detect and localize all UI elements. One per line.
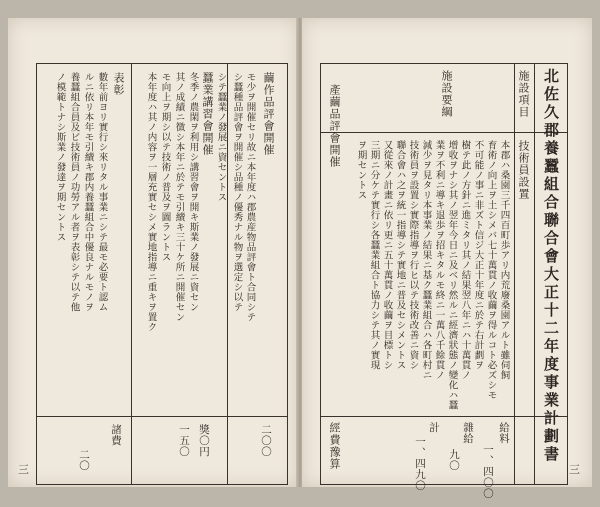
item1-line: 又從來ノ計畫ニ依リ更ニ五十萬貫ノ收繭ヲ目標トシ bbox=[381, 140, 393, 370]
item1-line: ヲ期セントス bbox=[355, 140, 367, 200]
item5-line: ノ模範トナシ斯業ノ發達ヲ期セントス bbox=[54, 72, 66, 242]
amount-divider bbox=[321, 416, 567, 417]
item-label-4: 蠶業講習會開催 bbox=[201, 72, 214, 156]
right-frame bbox=[320, 63, 568, 499]
amount-value: 獎〇円 bbox=[198, 424, 210, 457]
page-title: 北佐久郡養蠶組合聯合會大正十二年度事業計劃書 bbox=[542, 68, 560, 464]
header-amount: 經費豫算 bbox=[328, 422, 341, 470]
amount-value: 二〇 bbox=[78, 449, 90, 471]
left-page bbox=[8, 18, 298, 487]
item5-line: 數年前ヨリ實行シ來リタル事業ニシテ最モ必要ト認ム bbox=[96, 72, 108, 312]
column-rule bbox=[514, 64, 515, 484]
item5-line: ルニ依リ本年モ引續キ郡内養蠶組合中優良ナルモノヲ bbox=[82, 72, 94, 312]
amount-value: 一五〇 bbox=[178, 424, 190, 457]
item1-line: 本郡ハ桑園三千四百町歩アリ内荒廢桑園アルト雖伺飼 bbox=[498, 140, 510, 380]
item1-line: 增收ヲナシ其ノ翌年今日ニ及ベリ然ルニ經濟狀態ノ變化ハ蠶 bbox=[446, 140, 458, 410]
amount-divider bbox=[37, 416, 287, 417]
item-label-1: 技術員設置 bbox=[517, 140, 530, 200]
item4-line: 其ノ成績ニ徴シ本年ニ於テモ引續キ三十ケ所ニ開催セン bbox=[173, 72, 185, 322]
item1-line: 不可能ノ事ニ非ズト信ジ大正十年度ニ於テ右計劃ヲ bbox=[472, 140, 484, 370]
header-divider bbox=[321, 132, 567, 133]
header-items: 施設項目 bbox=[517, 70, 530, 118]
item4-line: 冬季ノ農閑ヲ利用シ講習會ヲ開キ斯業ノ發展ニ資セン bbox=[187, 72, 199, 312]
item3-line: モ少ヲ開催セリ故ニ本年度ハ郡農産物品評會ト合同シテ bbox=[244, 72, 256, 322]
column-rule bbox=[534, 64, 535, 484]
item3-line: シテ蠶業ノ發展ニ資セントス bbox=[215, 72, 227, 202]
amount-value: 九〇 bbox=[448, 449, 460, 471]
right-page bbox=[302, 18, 592, 499]
amount-label: 雜給 bbox=[462, 422, 474, 444]
column-rule bbox=[131, 64, 132, 484]
item3-line: シ蠶種品評會ヲ開催シ品種ノ優秀ナル物ヲ選定シ以テ bbox=[231, 72, 243, 312]
header-content: 施設要綱 bbox=[440, 70, 453, 118]
amount-label: 計 bbox=[428, 422, 440, 433]
item-label-5: 表彰 bbox=[112, 72, 125, 96]
item5-line: 養蠶組合員及ビ技術員ノ功勞アル者ヲ表彰シテ以テ他 bbox=[68, 72, 80, 312]
item1-line: 減少ヲ見タリ本事業ノ結果ニ基ク蠶業組合ハ各町村ニ bbox=[420, 140, 432, 380]
item1-line: 技術員ヲ設置シ實際指導ヲ行ヒ以テ技術改善ニ資シ bbox=[407, 140, 419, 370]
amount-label: 給料 bbox=[498, 422, 510, 444]
item4-line: モ向上ヲ期シ以テ技術ノ普及ヲ圖ラントス bbox=[159, 72, 171, 262]
item1-line: 育術ノ向上ヲ土シメバ七十萬貫ノ收繭ヲ得ルコト必ズシモ bbox=[485, 140, 497, 400]
page-number-left: 三 bbox=[18, 463, 31, 476]
left-frame bbox=[36, 63, 288, 485]
item1-line: 業ヲ不利ニ導キ退歩ヲ招キタルモ終ニ一萬八千餘貫ノ bbox=[433, 140, 445, 380]
item1-line: 樹テ此ノ方針ニ進ミタリ其ノ結果翌八年ニハ十萬貫ノ bbox=[459, 140, 471, 380]
amount-value: 二〇〇 bbox=[260, 424, 272, 457]
amount-value: 一、四九〇 bbox=[414, 436, 426, 491]
amount-label: 諸費 bbox=[110, 424, 122, 446]
item1-line: 聯合會ハ之ヲ統一指導シテ實地ニ普及セシメントス bbox=[394, 140, 406, 370]
item4-line: 本年度ハ其ノ内容ヲ一層充實セシメ實地指導ニ重キヲ置ク bbox=[145, 72, 157, 332]
item-label-2: 產繭品評會開催 bbox=[328, 84, 341, 168]
item-label-3: 繭作品評會開催 bbox=[262, 72, 275, 156]
item1-line: 三期ニ分ケテ實行シ各蠶業組合ト協力シテ其ノ實現 bbox=[368, 140, 380, 370]
page-number-right: 三 bbox=[569, 463, 582, 476]
column-rule bbox=[227, 64, 228, 484]
amount-value: 一、四〇〇 bbox=[482, 444, 494, 499]
